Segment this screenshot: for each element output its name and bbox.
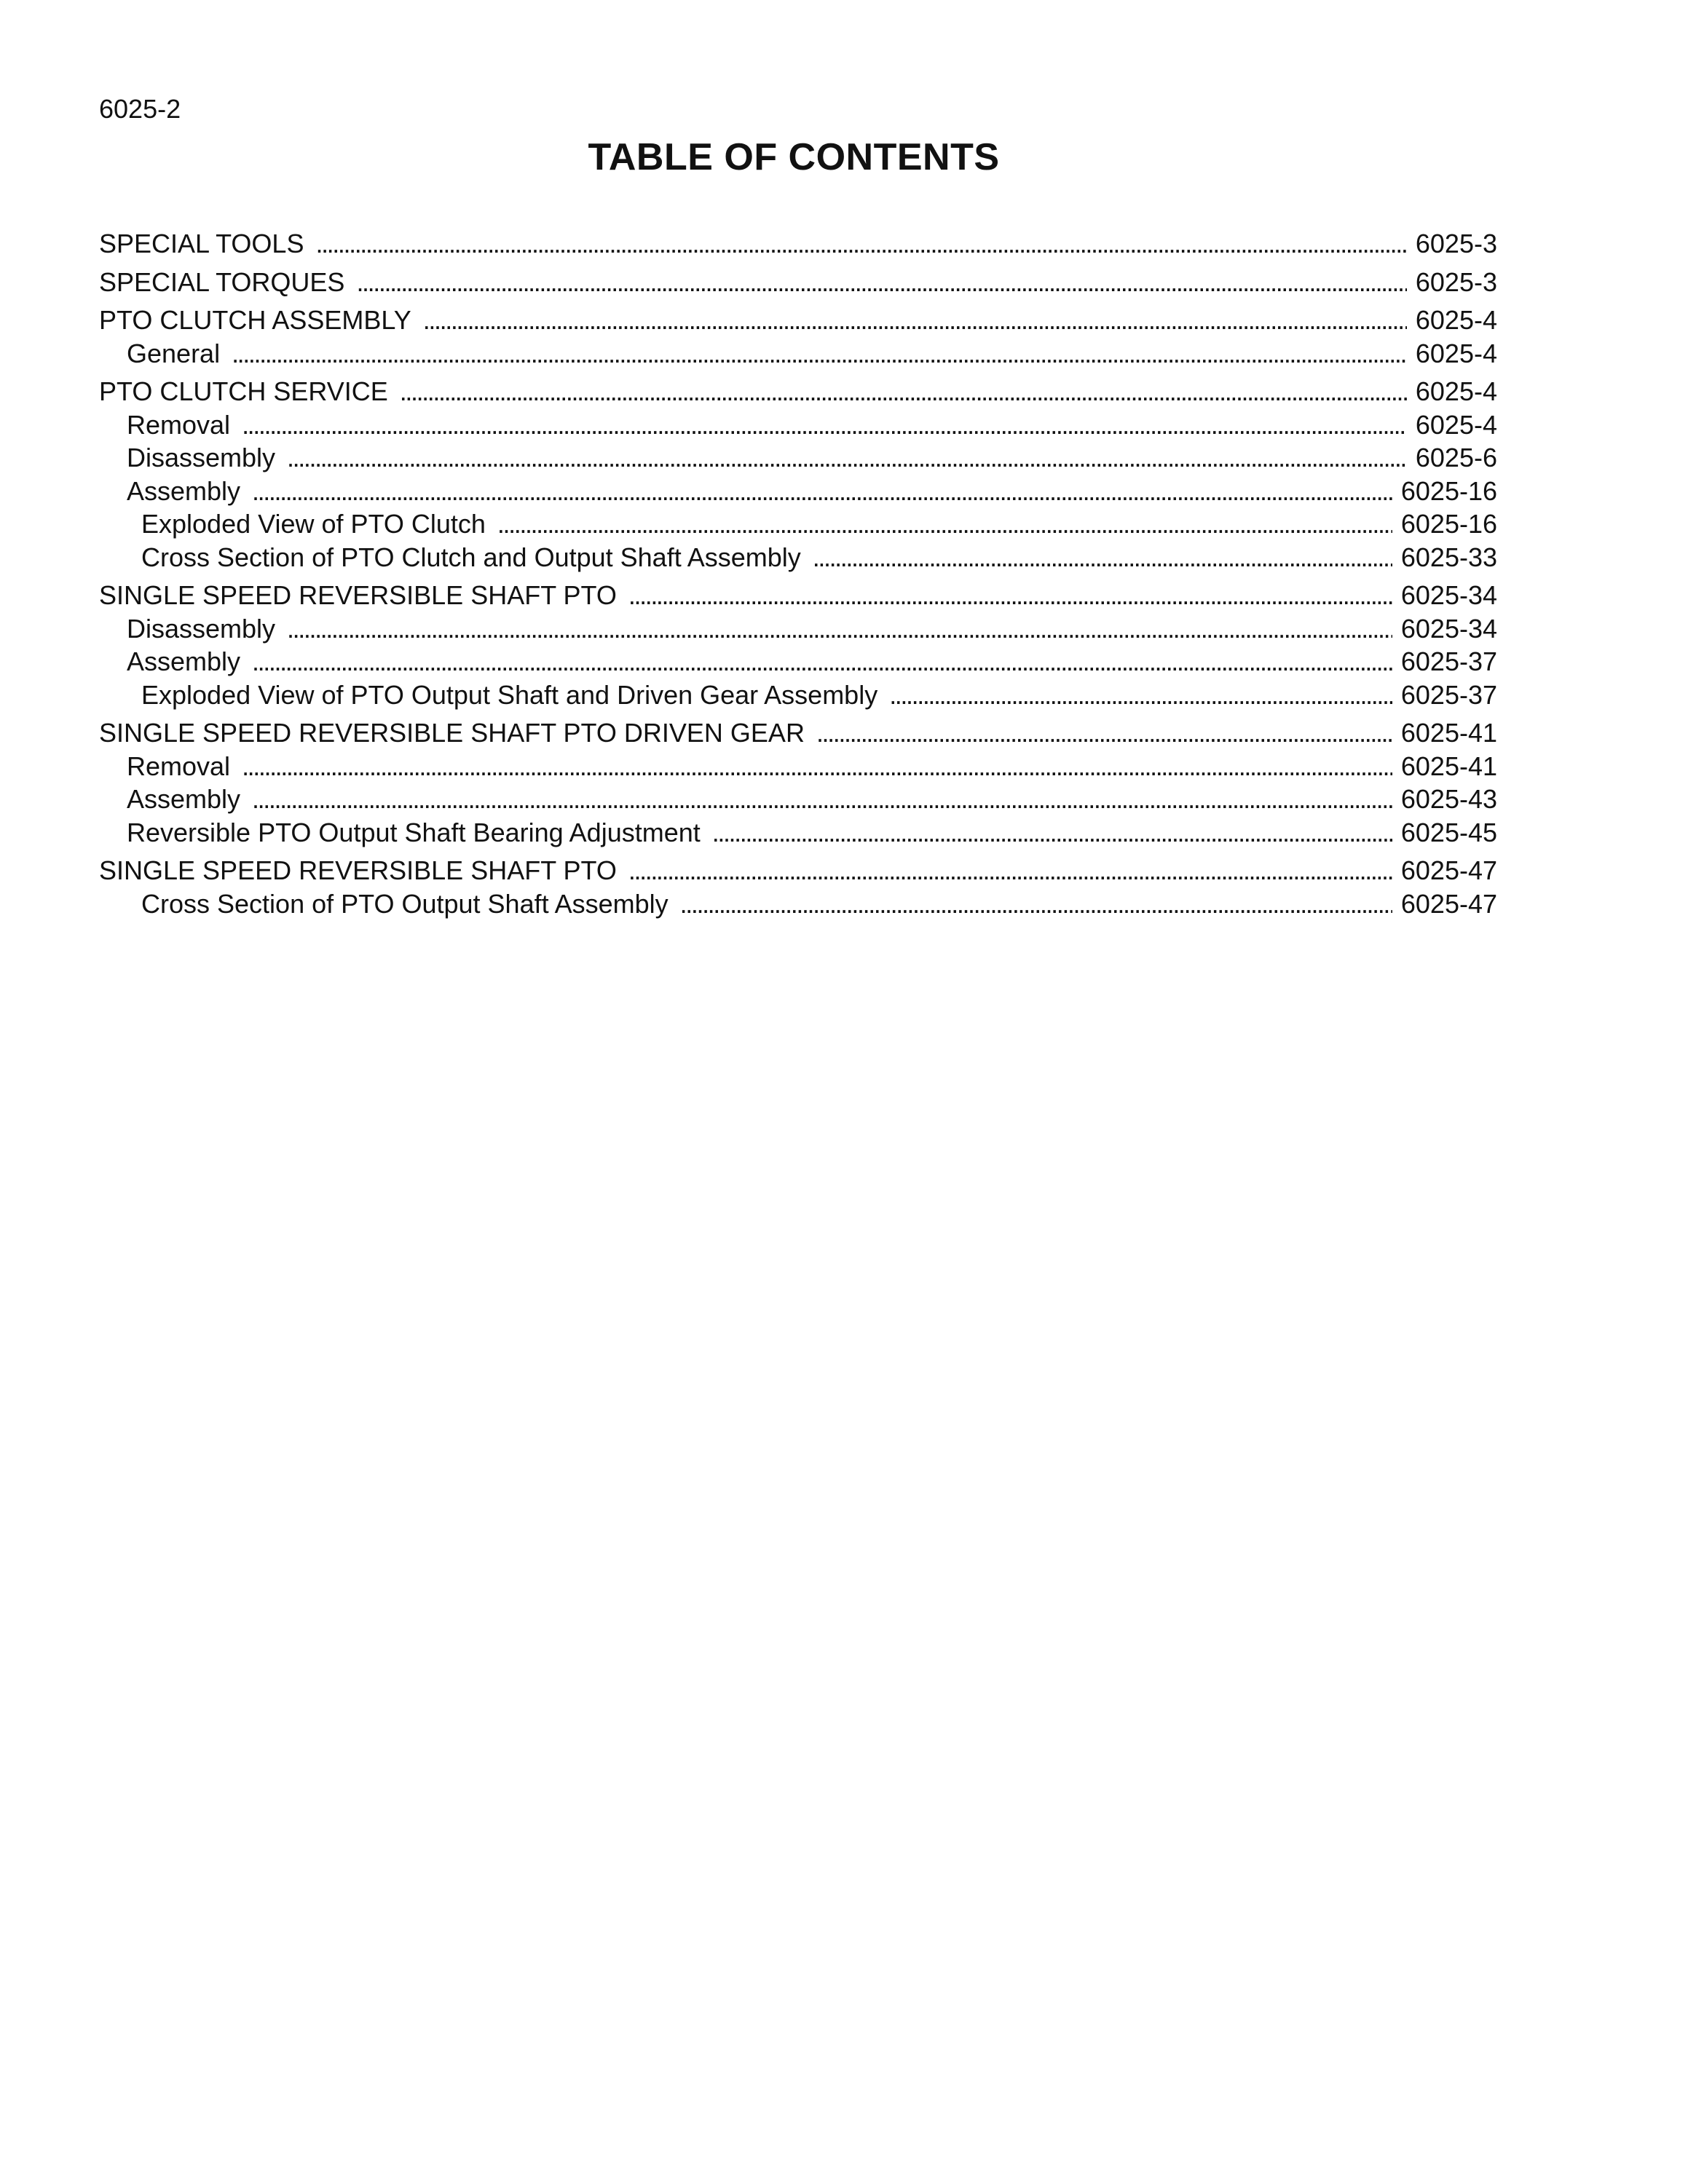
toc-entry-page: 6025-3: [1415, 266, 1497, 297]
toc-entry-label: PTO CLUTCH SERVICE: [99, 376, 388, 406]
dot-leader: [712, 816, 1392, 850]
toc-entry[interactable]: [99, 816, 1497, 850]
toc-entry-page: 6025-47: [1400, 855, 1497, 885]
toc-entry-label: Cross Section of PTO Clutch and Output Shaft Assembly: [141, 542, 801, 572]
toc-entry-page: 6025-47: [1400, 888, 1497, 919]
toc-entry-page: 6025-41: [1400, 718, 1497, 748]
toc-entry-page: 6025-4: [1415, 338, 1497, 368]
toc-entry[interactable]: [99, 227, 1497, 261]
toc-entry-page: 6025-4: [1415, 409, 1497, 440]
toc-entry-label: General: [127, 338, 221, 368]
toc-entry-label: Assembly: [127, 475, 241, 506]
toc-entry[interactable]: [99, 541, 1497, 574]
toc-entry-page: 6025-4: [1415, 305, 1497, 335]
toc-entry-page: 6025-33: [1400, 542, 1497, 572]
toc-entry[interactable]: [99, 304, 1497, 337]
toc-entry[interactable]: [99, 579, 1497, 612]
toc-entry[interactable]: [99, 854, 1497, 887]
dot-leader: [889, 678, 1392, 712]
toc-entry-label: Cross Section of PTO Output Shaft Assembly: [141, 888, 669, 919]
toc-entry-label: Exploded View of PTO Clutch: [141, 509, 486, 539]
dot-leader: [497, 507, 1392, 541]
dot-leader: [252, 475, 1392, 508]
dot-leader: [400, 375, 1407, 408]
dot-leader: [287, 612, 1392, 646]
toc-entry-label: SPECIAL TOOLS: [99, 229, 304, 258]
toc-entry[interactable]: [99, 678, 1497, 712]
toc-entry-label: Disassembly: [127, 613, 276, 644]
toc-entry-page: 6025-43: [1400, 784, 1497, 814]
toc-entry-label: SINGLE SPEED REVERSIBLE SHAFT PTO: [99, 855, 617, 885]
toc-entry[interactable]: [99, 716, 1497, 750]
toc-entry-label: PTO CLUTCH ASSEMBLY: [99, 305, 411, 335]
dot-leader: [356, 266, 1406, 299]
toc-entry-label: SINGLE SPEED REVERSIBLE SHAFT PTO: [99, 580, 617, 610]
toc-entry-page: 6025-34: [1400, 613, 1497, 644]
toc-entry-label: Removal: [127, 409, 231, 440]
toc-entry-page: 6025-6: [1415, 443, 1497, 472]
toc-entry[interactable]: [99, 887, 1497, 921]
toc-entry-page: 6025-37: [1400, 679, 1497, 710]
dot-leader: [628, 854, 1392, 887]
toc-entry-page: 6025-16: [1400, 475, 1497, 506]
toc-entry[interactable]: [99, 266, 1497, 299]
toc-entry[interactable]: [99, 475, 1497, 508]
toc-entry[interactable]: [99, 408, 1497, 442]
dot-leader: [680, 887, 1392, 921]
toc-entry-label: SINGLE SPEED REVERSIBLE SHAFT PTO DRIVEN GEAR: [99, 718, 805, 748]
toc-entry-page: 6025-41: [1400, 751, 1497, 781]
toc-entry-label: Assembly: [127, 646, 241, 676]
toc-entry[interactable]: [99, 441, 1497, 475]
toc-entry-label: Reversible PTO Output Shaft Bearing Adjustment: [127, 817, 701, 847]
toc-entry-page: 6025-45: [1400, 817, 1497, 847]
table-of-contents: [99, 227, 1497, 920]
toc-entry[interactable]: [99, 612, 1497, 646]
dot-leader: [242, 408, 1407, 442]
toc-entry-page: 6025-4: [1415, 376, 1497, 406]
toc-entry-page: 6025-3: [1415, 229, 1497, 258]
dot-leader: [242, 750, 1392, 783]
toc-entry[interactable]: [99, 507, 1497, 541]
toc-entry[interactable]: [99, 337, 1497, 371]
dot-leader: [816, 716, 1392, 750]
toc-entry-page: 6025-16: [1400, 509, 1497, 539]
toc-entry[interactable]: [99, 783, 1497, 816]
dot-leader: [628, 579, 1392, 612]
page-title: TABLE OF CONTENTS: [588, 136, 1000, 178]
toc-entry-label: Exploded View of PTO Output Shaft and Driven Gear Assembly: [141, 679, 878, 710]
toc-entry-label: Assembly: [127, 784, 241, 814]
dot-leader: [423, 304, 1407, 337]
toc-entry-page: 6025-34: [1400, 580, 1497, 610]
toc-entry-label: Removal: [127, 751, 231, 781]
toc-entry[interactable]: [99, 645, 1497, 678]
toc-entry[interactable]: [99, 375, 1497, 408]
dot-leader: [315, 227, 1406, 261]
dot-leader: [813, 541, 1392, 574]
dot-leader: [252, 645, 1392, 678]
toc-entry-label: SPECIAL TORQUES: [99, 266, 345, 297]
dot-leader: [287, 441, 1407, 475]
toc-entry-label: Disassembly: [127, 443, 276, 472]
dot-leader: [252, 783, 1392, 816]
dot-leader: [232, 337, 1407, 371]
toc-entry[interactable]: [99, 750, 1497, 783]
page-number: 6025-2: [99, 94, 181, 124]
toc-entry-page: 6025-37: [1400, 646, 1497, 676]
